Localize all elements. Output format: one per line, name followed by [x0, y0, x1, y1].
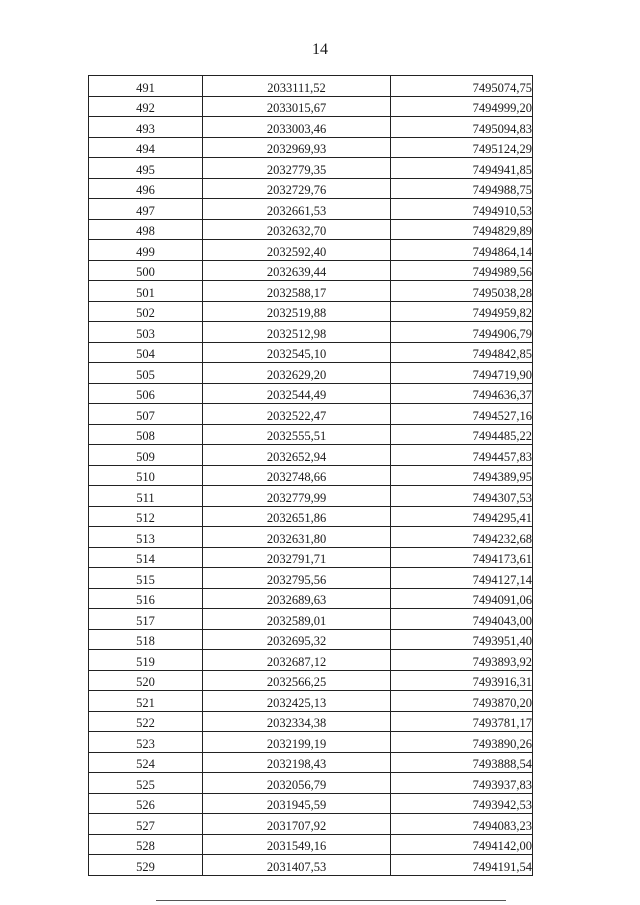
x-coordinate-cell: 2032795,56: [203, 568, 391, 589]
x-coordinate-cell: 2032198,43: [203, 752, 391, 773]
point-number-cell: 512: [89, 506, 203, 527]
x-coordinate-cell: 2032779,35: [203, 158, 391, 179]
x-coordinate-cell: 2032425,13: [203, 691, 391, 712]
table-row: [89, 424, 533, 445]
x-coordinate-cell: 2033015,67: [203, 96, 391, 117]
table-row: [89, 691, 533, 712]
x-coordinate-cell: 2032589,01: [203, 609, 391, 630]
y-coordinate-cell: 7494989,56: [391, 260, 533, 281]
point-number-cell: 505: [89, 363, 203, 384]
y-coordinate-cell: 7494959,82: [391, 301, 533, 322]
x-coordinate-cell: 2031945,59: [203, 793, 391, 814]
table-row: [89, 383, 533, 404]
y-coordinate-cell: 7495038,28: [391, 281, 533, 302]
table-row: [89, 404, 533, 425]
y-coordinate-cell: 7494842,85: [391, 342, 533, 363]
table-row: [89, 588, 533, 609]
table-row: [89, 465, 533, 486]
x-coordinate-cell: 2032661,53: [203, 199, 391, 220]
coordinates-table: [88, 75, 533, 876]
y-coordinate-cell: 7495094,83: [391, 117, 533, 138]
x-coordinate-cell: 2032592,40: [203, 240, 391, 261]
point-number-cell: 515: [89, 568, 203, 589]
point-number-cell: 504: [89, 342, 203, 363]
x-coordinate-cell: 2032512,98: [203, 322, 391, 343]
y-coordinate-cell: 7493951,40: [391, 629, 533, 650]
x-coordinate-cell: 2032519,88: [203, 301, 391, 322]
x-coordinate-cell: 2031407,53: [203, 855, 391, 876]
table-row: [89, 117, 533, 138]
x-coordinate-cell: 2032199,19: [203, 732, 391, 753]
point-number-cell: 495: [89, 158, 203, 179]
x-coordinate-cell: 2032969,93: [203, 137, 391, 158]
point-number-cell: 491: [89, 76, 203, 97]
table-row: [89, 76, 533, 97]
point-number-cell: 514: [89, 547, 203, 568]
x-coordinate-cell: 2032729,76: [203, 178, 391, 199]
table-row: [89, 158, 533, 179]
y-coordinate-cell: 7494043,00: [391, 609, 533, 630]
y-coordinate-cell: 7494636,37: [391, 383, 533, 404]
point-number-cell: 492: [89, 96, 203, 117]
point-number-cell: 526: [89, 793, 203, 814]
x-coordinate-cell: 2032631,80: [203, 527, 391, 548]
y-coordinate-cell: 7494091,06: [391, 588, 533, 609]
point-number-cell: 516: [89, 588, 203, 609]
y-coordinate-cell: 7494829,89: [391, 219, 533, 240]
y-coordinate-cell: 7494910,53: [391, 199, 533, 220]
table-row: [89, 527, 533, 548]
x-coordinate-cell: 2032632,70: [203, 219, 391, 240]
point-number-cell: 511: [89, 486, 203, 507]
point-number-cell: 494: [89, 137, 203, 158]
table-row: [89, 301, 533, 322]
point-number-cell: 496: [89, 178, 203, 199]
y-coordinate-cell: 7494083,23: [391, 814, 533, 835]
point-number-cell: 510: [89, 465, 203, 486]
y-coordinate-cell: 7494307,53: [391, 486, 533, 507]
x-coordinate-cell: 2032566,25: [203, 670, 391, 691]
point-number-cell: 519: [89, 650, 203, 671]
point-number-cell: 508: [89, 424, 203, 445]
y-coordinate-cell: 7494389,95: [391, 465, 533, 486]
point-number-cell: 501: [89, 281, 203, 302]
point-number-cell: 499: [89, 240, 203, 261]
point-number-cell: 517: [89, 609, 203, 630]
table-row: [89, 260, 533, 281]
table-row: [89, 547, 533, 568]
x-coordinate-cell: 2033111,52: [203, 76, 391, 97]
table-row: [89, 322, 533, 343]
x-coordinate-cell: 2033003,46: [203, 117, 391, 138]
table-row: [89, 178, 533, 199]
y-coordinate-cell: 7494173,61: [391, 547, 533, 568]
y-coordinate-cell: 7493781,17: [391, 711, 533, 732]
y-coordinate-cell: 7494457,83: [391, 445, 533, 466]
y-coordinate-cell: 7494191,54: [391, 855, 533, 876]
x-coordinate-cell: 2032629,20: [203, 363, 391, 384]
coordinates-table-body: [89, 76, 533, 876]
point-number-cell: 527: [89, 814, 203, 835]
x-coordinate-cell: 2032748,66: [203, 465, 391, 486]
table-row: [89, 568, 533, 589]
y-coordinate-cell: 7494232,68: [391, 527, 533, 548]
table-row: [89, 752, 533, 773]
point-number-cell: 502: [89, 301, 203, 322]
y-coordinate-cell: 7495124,29: [391, 137, 533, 158]
x-coordinate-cell: 2032689,63: [203, 588, 391, 609]
table-row: [89, 363, 533, 384]
y-coordinate-cell: 7494941,85: [391, 158, 533, 179]
table-row: [89, 486, 533, 507]
table-row: [89, 650, 533, 671]
point-number-cell: 506: [89, 383, 203, 404]
page-edge-line: [156, 900, 506, 901]
point-number-cell: 528: [89, 834, 203, 855]
point-number-cell: 520: [89, 670, 203, 691]
y-coordinate-cell: 7493916,31: [391, 670, 533, 691]
table-row: [89, 609, 533, 630]
table-row: [89, 96, 533, 117]
x-coordinate-cell: 2032695,32: [203, 629, 391, 650]
y-coordinate-cell: 7494988,75: [391, 178, 533, 199]
x-coordinate-cell: 2032791,71: [203, 547, 391, 568]
y-coordinate-cell: 7493890,26: [391, 732, 533, 753]
table-row: [89, 219, 533, 240]
point-number-cell: 507: [89, 404, 203, 425]
table-row: [89, 711, 533, 732]
x-coordinate-cell: 2031549,16: [203, 834, 391, 855]
table-row: [89, 732, 533, 753]
x-coordinate-cell: 2032687,12: [203, 650, 391, 671]
table-row: [89, 137, 533, 158]
table-row: [89, 199, 533, 220]
y-coordinate-cell: 7493937,83: [391, 773, 533, 794]
point-number-cell: 513: [89, 527, 203, 548]
x-coordinate-cell: 2032588,17: [203, 281, 391, 302]
point-number-cell: 529: [89, 855, 203, 876]
point-number-cell: 521: [89, 691, 203, 712]
table-row: [89, 240, 533, 261]
y-coordinate-cell: 7494485,22: [391, 424, 533, 445]
x-coordinate-cell: 2032652,94: [203, 445, 391, 466]
y-coordinate-cell: 7494527,16: [391, 404, 533, 425]
y-coordinate-cell: 7494906,79: [391, 322, 533, 343]
point-number-cell: 500: [89, 260, 203, 281]
point-number-cell: 497: [89, 199, 203, 220]
page-number: 14: [312, 41, 328, 58]
table-row: [89, 506, 533, 527]
point-number-cell: 522: [89, 711, 203, 732]
x-coordinate-cell: 2031707,92: [203, 814, 391, 835]
y-coordinate-cell: 7493942,53: [391, 793, 533, 814]
y-coordinate-cell: 7494999,20: [391, 96, 533, 117]
y-coordinate-cell: 7494864,14: [391, 240, 533, 261]
x-coordinate-cell: 2032544,49: [203, 383, 391, 404]
y-coordinate-cell: 7493893,92: [391, 650, 533, 671]
point-number-cell: 503: [89, 322, 203, 343]
table-row: [89, 814, 533, 835]
point-number-cell: 509: [89, 445, 203, 466]
y-coordinate-cell: 7493888,54: [391, 752, 533, 773]
y-coordinate-cell: 7494295,41: [391, 506, 533, 527]
y-coordinate-cell: 7493870,20: [391, 691, 533, 712]
y-coordinate-cell: 7495074,75: [391, 76, 533, 97]
table-row: [89, 793, 533, 814]
point-number-cell: 523: [89, 732, 203, 753]
y-coordinate-cell: 7494142,00: [391, 834, 533, 855]
x-coordinate-cell: 2032056,79: [203, 773, 391, 794]
x-coordinate-cell: 2032639,44: [203, 260, 391, 281]
table-row: [89, 281, 533, 302]
point-number-cell: 498: [89, 219, 203, 240]
table-row: [89, 773, 533, 794]
point-number-cell: 524: [89, 752, 203, 773]
x-coordinate-cell: 2032334,38: [203, 711, 391, 732]
table-row: [89, 670, 533, 691]
y-coordinate-cell: 7494719,90: [391, 363, 533, 384]
table-row: [89, 834, 533, 855]
point-number-cell: 525: [89, 773, 203, 794]
x-coordinate-cell: 2032555,51: [203, 424, 391, 445]
table-row: [89, 855, 533, 876]
point-number-cell: 518: [89, 629, 203, 650]
x-coordinate-cell: 2032522,47: [203, 404, 391, 425]
point-number-cell: 493: [89, 117, 203, 138]
table-row: [89, 629, 533, 650]
table-row: [89, 445, 533, 466]
table-row: [89, 342, 533, 363]
x-coordinate-cell: 2032545,10: [203, 342, 391, 363]
y-coordinate-cell: 7494127,14: [391, 568, 533, 589]
x-coordinate-cell: 2032779,99: [203, 486, 391, 507]
x-coordinate-cell: 2032651,86: [203, 506, 391, 527]
